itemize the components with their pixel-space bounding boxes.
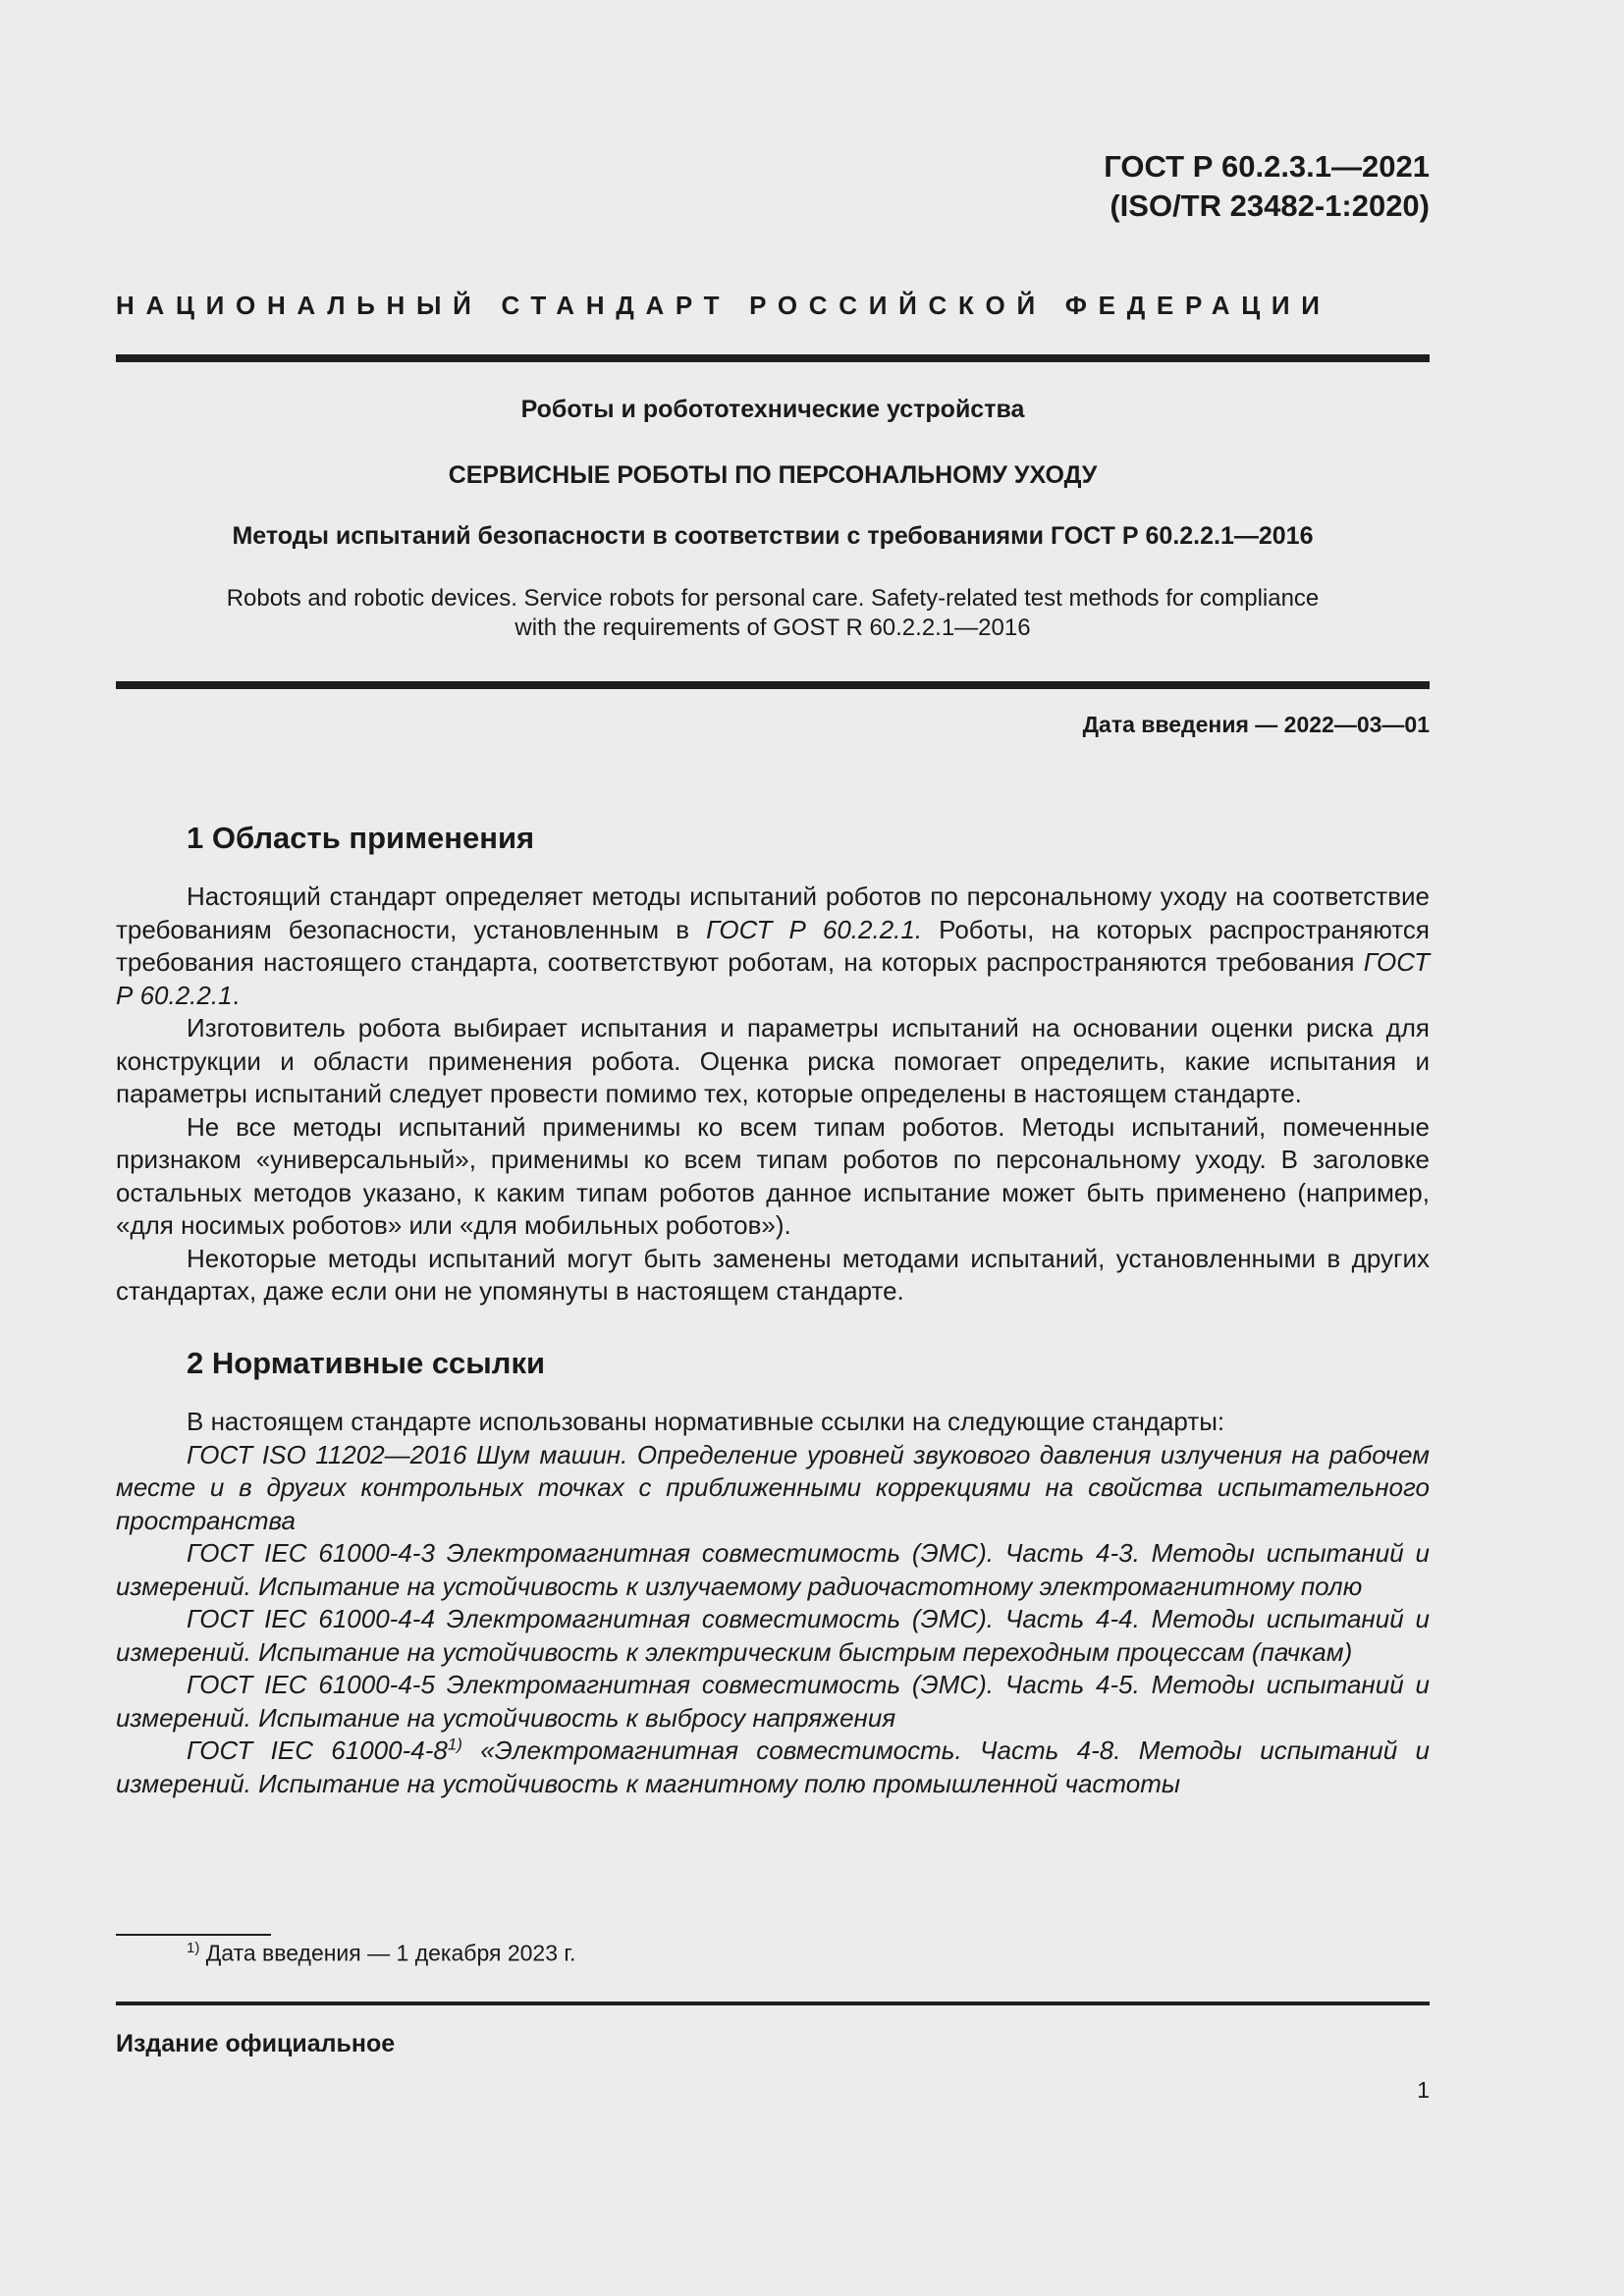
english-title-line-1: Robots and robotic devices. Service robots for personal care. Safety-related test methods for compliance xyxy=(226,585,1320,612)
normative-reference: ГОСТ IEC 61000-4-5 Электромагнитная совместимость (ЭМС). Часть 4-5. Методы испытаний и измерений. Испытание на устойчивость к выбросу напряжения xyxy=(116,1670,1430,1733)
reference-title: «Электромагнитная совместимость. Часть 4-8. Методы испытаний и измерений. Испытание на устойчивость к магнитному полю промышленной частоты xyxy=(116,1735,1431,1798)
paragraph-text: Роботы, на которых распространяются требования настоящего стандарта, соответствуют роботам, на которых распространяются требования xyxy=(116,914,1431,977)
footer-rule xyxy=(116,2002,1430,2005)
footnote xyxy=(187,1940,575,1967)
footnote-text: Дата введения — 1 декабря 2023 г. xyxy=(199,1940,576,1966)
section-1-heading: 1 Область применения xyxy=(187,821,535,855)
section-2-body xyxy=(116,1406,1430,1800)
english-title xyxy=(116,584,1430,643)
title-line-2: СЕРВИСНЫЕ РОБОТЫ ПО ПЕРСОНАЛЬНОМУ УХОДУ xyxy=(448,461,1098,489)
footnote-marker[interactable]: 1) xyxy=(447,1735,462,1754)
section-1-paragraph-4: Некоторые методы испытаний могут быть заменены методами испытаний, установленными в других стандартах, даже если они не упомянуты в настоящем стандарте. xyxy=(116,1243,1430,1306)
section-2-intro: В настоящем стандарте использованы нормативные ссылки на следующие стандарты: xyxy=(187,1407,1225,1436)
section-1-paragraph-1 xyxy=(116,881,1430,1012)
normative-reference: ГОСТ ISO 11202—2016 Шум машин. Определение уровней звукового давления излучения на рабочем месте и в других контрольных точках с приближенными коррекциями на свойства испытательного пространства xyxy=(116,1439,1430,1535)
section-1-body xyxy=(116,881,1430,1308)
title-line-3: Методы испытаний безопасности в соответствии с требованиями ГОСТ Р 60.2.2.1—2016 xyxy=(232,522,1314,550)
section-2-heading: 2 Нормативные ссылки xyxy=(187,1346,546,1380)
normative-reference xyxy=(116,1735,1430,1800)
section-1-paragraph-3: Не все методы испытаний применимы ко всем типам роботов. Методы испытаний, помеченные признаком «универсальный», применимы ко всем типам роботов по персональному уходу. В заголовке остальных методов указано, к каким типам роботов данное испытание может быть применено (например, «для носимых роботов» или «для мобильных роботов»). xyxy=(116,1111,1430,1240)
standard-number-block xyxy=(1104,147,1430,226)
gost-reference: ГОСТ Р 60.2.2.1. xyxy=(706,914,923,944)
title-bottom-rule xyxy=(116,681,1430,689)
iso-number: (ISO/TR 23482-1:2020) xyxy=(1110,188,1430,223)
page-number: 1 xyxy=(1417,2077,1430,2103)
paragraph-text: Настоящий стандарт определяет методы испытаний роботов по персональному уходу на соответствие требованиям безопасности, установленным в xyxy=(116,881,1430,944)
title-line-1: Роботы и робототехнические устройства xyxy=(520,396,1025,423)
reference-code: ГОСТ IEC 61000-4-8 xyxy=(187,1735,448,1765)
gost-number: ГОСТ Р 60.2.3.1—2021 xyxy=(1104,149,1430,184)
english-title-line-2: with the requirements of GOST R 60.2.2.1—2016 xyxy=(514,614,1031,641)
paragraph-text: . xyxy=(232,980,240,1010)
header-rule xyxy=(116,354,1430,362)
official-edition-label: Издание официальное xyxy=(116,2030,396,2057)
section-1-paragraph-2: Изготовитель робота выбирает испытания и параметры испытаний на основании оценки риска для конструкции и области применения робота. Оценка риска помогает определить, какие испытания и параметры испытаний следует провести помимо тех, которые определены в настоящем стандарте. xyxy=(116,1013,1430,1108)
footnote-separator xyxy=(116,1934,271,1936)
national-standard-banner: НАЦИОНАЛЬНЫЙ СТАНДАРТ РОССИЙСКОЙ ФЕДЕРАЦИИ xyxy=(116,291,1331,320)
footnote-number: 1) xyxy=(187,1940,200,1956)
normative-reference: ГОСТ IEC 61000-4-3 Электромагнитная совместимость (ЭМС). Часть 4-3. Методы испытаний и измерений. Испытание на устойчивость к излучаемому радиочастотному электромагнитному полю xyxy=(116,1538,1430,1601)
introduction-date: Дата введения — 2022—03—01 xyxy=(1082,712,1430,737)
gost-reference: ГОСТ Р 60.2.2.1 xyxy=(116,947,1430,1010)
normative-reference: ГОСТ IEC 61000-4-4 Электромагнитная совместимость (ЭМС). Часть 4-4. Методы испытаний и измерений. Испытание на устойчивость к электрическим быстрым переходным процессам (пачкам) xyxy=(116,1604,1430,1667)
